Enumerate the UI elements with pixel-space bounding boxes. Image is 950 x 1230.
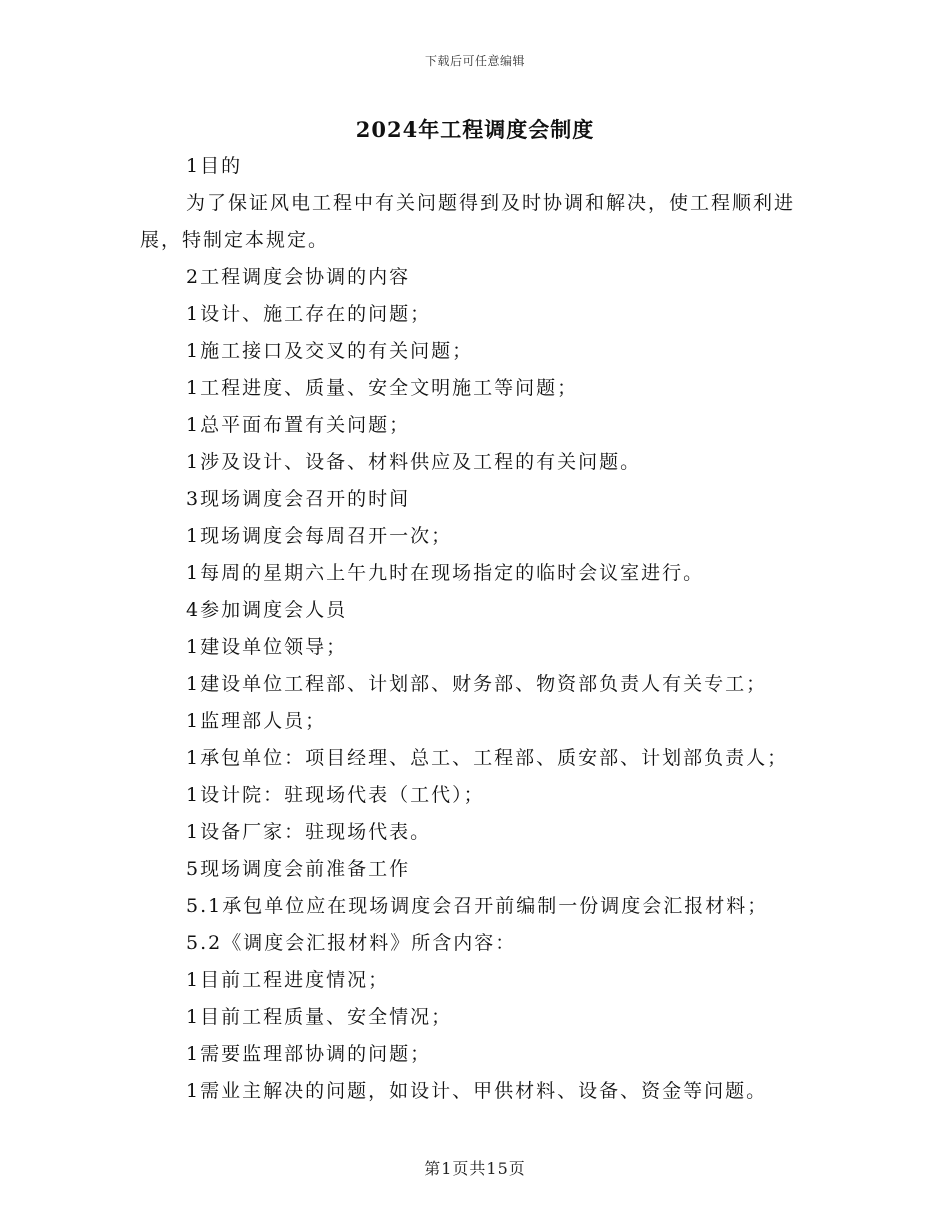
list-item: 1需业主解决的问题，如设计、甲供材料、设备、资金等问题。 (186, 1080, 768, 1102)
list-item: 1总平面布置有关问题； (186, 414, 411, 436)
list-item: 1设计、施工存在的问题； (186, 303, 432, 325)
list-item: 1目前工程进度情况； (186, 969, 390, 991)
list-item: 1设备厂家：驻现场代表。 (186, 821, 432, 843)
list-item: 1施工接口及交叉的有关问题； (186, 340, 474, 362)
section-heading-preparation: 5现场调度会前准备工作 (186, 858, 411, 880)
list-item: 1涉及设计、设备、材料供应及工程的有关问题。 (186, 451, 642, 473)
list-item: 1需要监理部协调的问题； (186, 1043, 432, 1065)
section-heading-coordination: 2工程调度会协调的内容 (186, 266, 411, 288)
page-number: 第1页共15页 (424, 1159, 526, 1178)
list-item: 1现场调度会每周召开一次； (186, 525, 453, 547)
list-item: 1承包单位：项目经理、总工、工程部、质安部、计划部负责人； (186, 747, 789, 769)
list-item: 5.1承包单位应在现场调度会召开前编制一份调度会汇报材料； (186, 895, 769, 917)
list-item: 1建设单位领导； (186, 636, 348, 658)
list-item: 1目前工程质量、安全情况； (186, 1006, 453, 1028)
list-item: 1设计院：驻现场代表（工代）； (186, 784, 485, 806)
list-item: 1监理部人员； (186, 710, 327, 732)
section-heading-attendees: 4参加调度会人员 (186, 599, 348, 621)
document-title: 2024年工程调度会制度 (355, 117, 595, 142)
section-heading-meeting-time: 3现场调度会召开的时间 (186, 488, 411, 510)
section-heading-purpose: 1目的 (186, 155, 243, 177)
page-header-note: 下载后可任意编辑 (424, 54, 525, 68)
list-item: 1建设单位工程部、计划部、财务部、物资部负责人有关专工； (186, 673, 768, 695)
list-item: 1每周的星期六上午九时在现场指定的临时会议室进行。 (186, 562, 705, 584)
list-item: 1工程进度、质量、安全文明施工等问题； (186, 377, 579, 399)
paragraph-purpose-text: 为了保证风电工程中有关问题得到及时协调和解决，使工程顺利进展，特制定本规定。 (140, 192, 796, 251)
list-item: 5.2《调度会汇报材料》所含内容： (186, 932, 517, 954)
document-body (140, 148, 820, 1110)
